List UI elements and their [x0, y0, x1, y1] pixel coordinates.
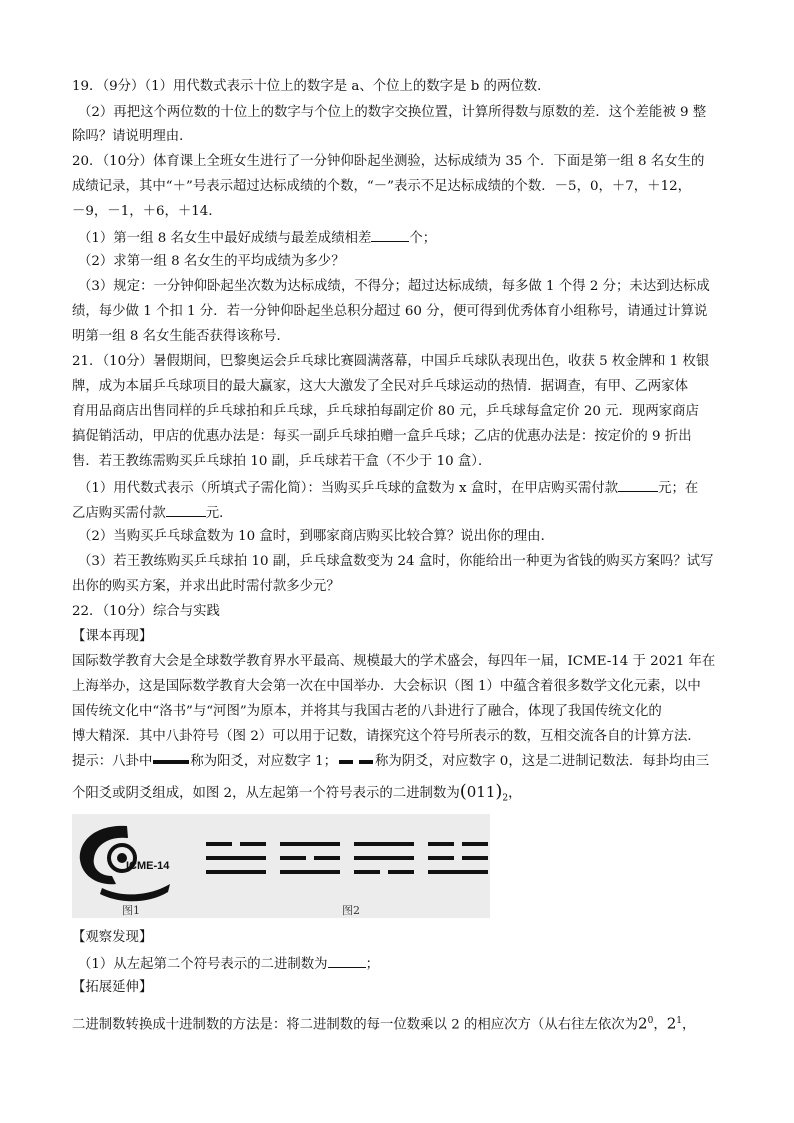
- q22-para1: 国际数学教育大会是全球数学教育界水平最高、规模最大的学术盛会，每四年一届，ICME-14 于 2021 年在: [72, 654, 716, 669]
- q20-line3: －9，－1，＋6，＋14．: [72, 204, 222, 219]
- power-exp-1: 0: [647, 1016, 654, 1026]
- q21-part1b-end: 元．: [205, 506, 233, 521]
- hint-text-a: 提示：八卦中: [72, 754, 153, 769]
- q21-line4: 搞促销活动，甲店的优惠办法是：每买一副乒乓球拍赠一盒乒乓球；乙店的优惠办法是：按定价的 9 折出: [72, 429, 692, 444]
- q22-extend-1: [72, 1010, 724, 1036]
- hint-text-e: ，: [508, 786, 522, 801]
- q22-para6: [72, 780, 724, 811]
- extend-text: 二进制数转换成十进制数的方法是：将二进制数的每一位数乘以 2 的相应次方（从右往左依次为: [72, 1017, 639, 1033]
- binary-number: 011: [466, 783, 496, 801]
- q19-line2: （2）再把这个两位数的十位上的数字与个位上的数字交换位置，计算所得数与原数的差．这个差能被 9 整: [78, 105, 707, 120]
- answer-blank[interactable]: [371, 227, 409, 242]
- power-base-2: 2: [666, 1014, 677, 1033]
- section-heading-observe: 【观察发现】: [72, 930, 153, 945]
- observe-text: （1）从左起第二个符号表示的二进制数为: [78, 957, 328, 972]
- trigram-4-icon: [428, 842, 488, 876]
- q21-line8: （2）当购买乒乓球盒数为 10 盒时，到哪家商店购买比较合算？说出你的理由．: [78, 529, 554, 544]
- q21-line5: 售．若王教练需购买乒乓球拍 10 副，乒乓球若干盒（不少于 10 盒）．: [72, 454, 492, 469]
- power-exp-2: 1: [676, 1016, 682, 1026]
- answer-blank[interactable]: [166, 502, 206, 517]
- q21-line3: 育用品商店出售同样的乒乓球拍和乒乓球，乒乓球拍每副定价 80 元，乒乓球每盒定价 20 元．现两家商店: [72, 404, 699, 419]
- q21-line2: 牌，成为本届乒乓球项目的最大赢家，这大大激发了全民对乒乓球运动的热情．据调查，有甲、乙两家体: [72, 379, 688, 394]
- trigram-1-icon: [206, 842, 266, 876]
- hint-text-c: 称为阴爻，对应数字 0，这是二进制记数法．每卦均由三: [375, 754, 710, 769]
- yang-line-icon: [153, 760, 189, 764]
- q22-line1: 22．（10分）综合与实践: [72, 604, 220, 619]
- q22-para5: [72, 752, 724, 772]
- q20-line2: 成绩记录，其中“＋”号表示超过达标成绩的个数，“－”表示不足达标成绩的个数．－5，0，＋7，＋12，: [72, 179, 691, 194]
- q20-part1-text: （1）第一组 8 名女生中最好成绩与最差成绩相差: [78, 231, 372, 246]
- q20-line1: 20．（10分）体育课上全班女生进行了一分钟仰卧起坐测验，达标成绩为 35 个．下面是第一组 8 名女生的: [72, 154, 705, 169]
- figure2-label: 图2: [342, 904, 360, 917]
- q21-line9: （3）若王教练购买乒乓球拍 10 副，乒乓球盒数变为 24 盒时，你能给出一种更为省钱的购买方案吗？试写: [78, 554, 714, 569]
- figure1-label: 图1: [122, 904, 140, 917]
- icme-logo-text: ICME-14: [126, 860, 170, 872]
- binary-close-paren: ): [495, 781, 503, 802]
- q21-line1: 21．（10分）暑假期间，巴黎奥运会乒乓球比赛圆满落幕，中国乒乓球队表现出色，收获 5 枚金牌和 1 枚银: [72, 354, 710, 369]
- q20-line4: [78, 227, 730, 249]
- section-heading-extend: 【拓展延伸】: [72, 980, 153, 995]
- q21-line7: [72, 502, 724, 524]
- q20-line7: 绩，每少做 1 个扣 1 分．若一分钟仰卧起坐总积分超过 60 分，便可得到优秀体育小组称号，请通过计算说: [72, 304, 708, 319]
- trigram-2-icon: [280, 842, 340, 876]
- extend-comma-2: ，: [682, 1017, 696, 1033]
- observe-end: ；: [365, 957, 379, 972]
- q22-observe-1: [78, 953, 730, 975]
- extend-comma-1: ，: [653, 1017, 667, 1033]
- q22-para2: 上海举办，这是国际数学教育大会第一次在中国举办．大会标识（图 1）中蕴含着很多数学文化元素，以中: [72, 679, 701, 694]
- q21-part1-text: （1）用代数式表示（所填式子需化简）：当购买乒乓球的盒数为 x 盒时，在甲店购买需付款: [78, 481, 619, 496]
- q19-line3: 除吗？请说明理由．: [72, 129, 193, 144]
- q21-line10: 出你的购买方案，并求出此时需付款多少元？: [72, 579, 340, 594]
- trigram-3-icon: [354, 842, 414, 876]
- q20-line5: （2）求第一组 8 名女生的平均成绩为多少？: [78, 254, 345, 269]
- binary-open-paren: (: [459, 781, 467, 802]
- q20-part1-end: 个；: [409, 231, 437, 246]
- hint-text-d: 个阳爻或阴爻组成，如图 2，从左起第一个符号表示的二进制数为: [72, 786, 460, 801]
- q21-part1-end: 元；在: [658, 481, 699, 496]
- yin-line-icon: [339, 760, 373, 764]
- binary-base: 2: [502, 793, 509, 804]
- q19-line1: 19．（9分）（1）用代数式表示十位上的数字是 a、个位上的数字是 b 的两位数．: [72, 79, 551, 94]
- hint-text-b: 称为阳爻，对应数字 1；: [190, 754, 338, 769]
- section-heading-textbook: 【课本再现】: [72, 629, 153, 644]
- answer-blank[interactable]: [328, 953, 366, 968]
- q22-para3: 国传统文化中“洛书”与“河图”为原本，并将其与我国古老的八卦进行了融合，体现了我国传统文化的: [72, 704, 662, 719]
- q20-line8: 明第一组 8 名女生能否获得该称号．: [72, 329, 290, 344]
- q21-part1b-text: 乙店购买需付款: [72, 506, 166, 521]
- answer-blank[interactable]: [618, 477, 658, 492]
- figure-icme-trigrams: [72, 814, 490, 918]
- q20-line6: （3）规定：一分钟仰卧起坐次数为达标成绩，不得分；超过达标成绩，每多做 1 个得 2 分；未达到达标成: [78, 279, 710, 294]
- q22-para4: 博大精深．其中八卦符号（图 2）可以用于记数，请探究这个符号所表示的数，互相交流各自的计算方法．: [72, 729, 701, 744]
- power-base-1: 2: [638, 1014, 648, 1033]
- q21-line6: [78, 477, 730, 499]
